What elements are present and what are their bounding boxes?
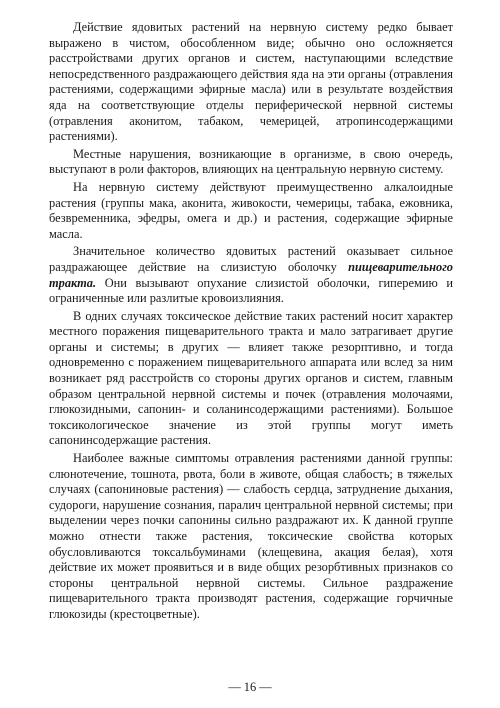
paragraph-5: В одних случаях токсическое действие таких растений носит характер местного поражения пищеварительного тракта и мало затрагивает другие органы и системы; в других — влияет также резорптивно, и тогда одновременно с поражением пищеварительного аппарата или вслед за ним возникает ряд расстройств со стороны других органов и систем, главным образом центральной нервной системы и почек (отравления молочаями, глюкозидными, сапонин- и соланинсодержащими растениями). Большое токсикологическое значение из этой группы могут иметь сапонинсодержащие растения.: [49, 308, 453, 448]
paragraph-3: На нервную систему действуют преимущественно алкалоидные растения (группы мака, аконита, живокости, чемерицы, табака, ежовника, безвременника, эфедры, омега и др.) и растения, содержащие эфирные масла.: [49, 179, 453, 241]
paragraph-4-lead: Значительное количество ядовитых растений оказывает сильное раздражающее действие на слизистую оболочку: [49, 244, 453, 274]
body-text: [49, 20, 453, 625]
paragraph-4-emphasis: пищеварительного тракта.: [49, 259, 453, 290]
paragraph-2: Местные нарушения, возникающие в организме, в свою очередь, выступают в роли факторов, влияющих на центральную нервную систему.: [49, 146, 453, 177]
paragraph-6: Наиболее важные симптомы отравления растениями данной группы: слюнотечение, тошнота, рвота, боли в животе, общая слабость; в тяжелых случаях (сапониновые растения) — слабость сердца, затруднение дыхания, судороги, нарушение сознания, паралич центральной нервной системы; при выделении через почки сапонины сильно раздражают их. К данной группе можно отнести также растения, токсические свойства которых обусловливаются токсальбуминами (клещевина, акация белая), хотя действие их может проявиться и в виде общих резорбтивных признаков со стороны центральной нервной системы. Сильное раздражение пищеварительного тракта производят растения, содержащие горчичные глюкозиды (крестоцветные).: [49, 451, 453, 621]
paragraph-4-tail: Они вызывают опухание слизистой оболочки, гиперемию и ограниченные или разлитые кровоизлияния.: [49, 275, 453, 306]
paragraph-1: Действие ядовитых растений на нервную систему редко бывает выражено в чистом, обособленном виде; обычно оно осложняется расстройствами других органов и систем, наступающими вследствие непосредственного раздражающего действия яда на эти органы (отравления растениями, содержащими эфирные масла) или в результате воздействия яда на соответствующие отделы периферической нервной системы (отравления аконитом, табаком, чемерицей, атропинсодержащими растениями).: [49, 20, 453, 144]
paragraph-4: [49, 244, 453, 306]
page-number: — 16 —: [228, 680, 272, 694]
